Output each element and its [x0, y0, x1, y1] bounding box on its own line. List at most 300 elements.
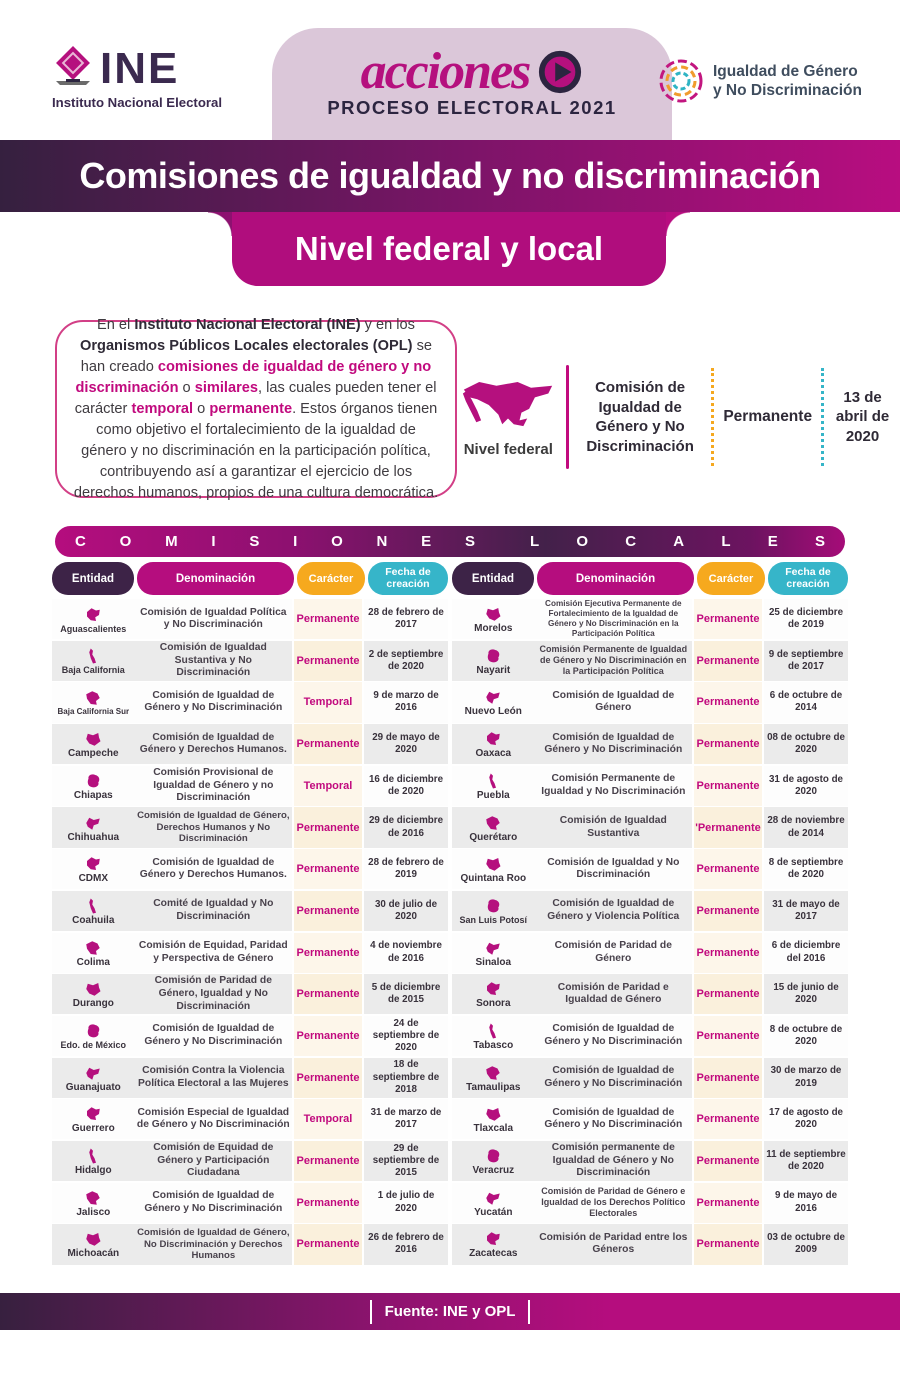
denomination-text: Comisión de Igualdad de Género y No Discriminación: [144, 1023, 283, 1047]
creation-date: 31 de marzo de 2017: [364, 1099, 448, 1139]
entity-cell: [52, 682, 135, 722]
section-title-letter: M: [165, 533, 178, 550]
state-icon-sonora: [483, 980, 503, 998]
creation-date: 17 de agosto de 2020: [764, 1099, 848, 1139]
entity-cell: [52, 974, 135, 1014]
federal-denomination: Comisión de Igualdad de Género y No Discriminación: [586, 379, 694, 455]
creation-date: 16 de diciembre de 2020: [364, 766, 448, 806]
section-title-letter: I: [211, 533, 216, 550]
state-icon-san-luis-potosi: [483, 897, 503, 915]
table-row: [52, 933, 448, 973]
table-row: [452, 1224, 848, 1264]
entity-cell: [52, 1141, 135, 1181]
table-row: [452, 766, 848, 806]
intro-segment: temporal: [131, 400, 194, 417]
entity-cell: [452, 682, 535, 722]
state-icon-sinaloa: [483, 939, 503, 957]
entity-label: Tamaulipas: [466, 1081, 521, 1093]
creation-date: 24 de septiembre de 2020: [364, 1016, 448, 1056]
entity-cell: [452, 1224, 535, 1264]
state-icon-cdmx: [83, 855, 103, 873]
state-icon-tamaulipas: [483, 1064, 503, 1082]
character-badge: Temporal: [294, 682, 362, 722]
table-row: [52, 766, 448, 806]
section-title-bar: [55, 526, 845, 557]
section-title-letter: S: [464, 533, 475, 550]
entity-label: Sinaloa: [475, 956, 512, 968]
entity-label: Veracruz: [472, 1165, 515, 1177]
section-title-letter: A: [673, 533, 685, 550]
character-badge: Permanente: [694, 724, 762, 764]
denomination-text: Comisión de Igualdad Política y No Discriminación: [140, 606, 287, 631]
denomination-text: Comisión de Paridad de Género: [554, 940, 672, 964]
entity-cell: [452, 724, 535, 764]
table-row: [52, 1141, 448, 1181]
section-title-letter: C: [625, 533, 637, 550]
state-icon-campeche: [83, 730, 103, 748]
denomination-text: Comisión de Igualdad de Género y No Discriminación: [544, 1065, 683, 1089]
table-row: [452, 599, 848, 639]
intro-segment: se han creado: [80, 337, 432, 375]
denomination-text: Comisión de Igualdad de Género y No Discriminación: [144, 689, 283, 714]
section-title-letter: S: [249, 533, 260, 550]
denomination-text: Comité de Igualdad y No Discriminación: [153, 898, 274, 922]
character-badge: Permanente: [294, 1183, 362, 1223]
creation-date: 30 de marzo de 2019: [764, 1058, 848, 1098]
denomination-text: Comisión Ejecutiva Permanente de Fortalecimiento de la Igualdad de Género y No Discriminación en la Participación Política: [545, 599, 682, 639]
ine-diamond-icon: [52, 46, 94, 92]
entity-label: Chihuahua: [67, 831, 120, 843]
entity-label: Zacatecas: [469, 1248, 518, 1260]
entity-label: Campeche: [68, 748, 119, 760]
denomination-text: Comisión de Igualdad Sustantiva y No Discriminación: [159, 641, 267, 679]
denomination-text: Comisión Provisional de Igualdad de Género y no Discriminación: [153, 767, 274, 804]
entity-label: Guanajuato: [65, 1081, 121, 1093]
denomination-text: Comisión de Igualdad de Género y No Discriminación: [144, 1190, 283, 1214]
header-fecha-creacion: Fecha de creación: [768, 562, 848, 595]
creation-date: 30 de julio de 2020: [364, 891, 448, 931]
federal-date: 13 de abril de 2020: [835, 388, 890, 445]
subtitle-tab: [232, 212, 666, 286]
table-row: [52, 849, 448, 889]
creation-date: 9 de mayo de 2016: [764, 1183, 848, 1223]
intro-segment: o: [178, 379, 195, 396]
section-title-letter: S: [814, 533, 825, 550]
federal-entity: [460, 376, 557, 458]
entity-cell: [52, 599, 135, 639]
intro-segment: . Estos órganos tienen como objetivo el fortalecimiento de la igualdad de género y no discriminación en la participación política, contribuyendo así a garantizar el ejercicio de los derechos humanos, propios de una cultura democrática.: [73, 400, 439, 501]
header-entidad: Entidad: [52, 562, 134, 595]
denomination-text: Comisión Especial de Igualdad de Género y No Discriminación: [136, 1106, 290, 1131]
creation-date: 28 de febrero de 2017: [364, 599, 448, 639]
character-badge: Temporal: [294, 1099, 362, 1139]
denomination-text: Comisión de Paridad e Igualdad de Género: [557, 981, 669, 1006]
character-badge: Permanente: [694, 682, 762, 722]
entity-label: Durango: [72, 998, 114, 1010]
table-row: [52, 807, 448, 847]
intro-segment: y en los: [360, 316, 415, 333]
creation-date: 9 de septiembre de 2017: [764, 641, 848, 681]
intro-text: [73, 315, 439, 504]
table-row: [52, 1058, 448, 1098]
acciones-subtitle: PROCESO ELECTORAL 2021: [327, 97, 617, 119]
character-badge: Permanente: [294, 933, 362, 973]
entity-label: Quintana Roo: [460, 873, 527, 885]
divider-yellow-dotted: [711, 368, 714, 466]
state-icon-durango: [83, 980, 103, 998]
denomination-text: Comisión de Igualdad de Género y No Discriminación: [544, 731, 683, 756]
section-title-letter: O: [331, 533, 343, 550]
table-column-right: [452, 599, 848, 1266]
entity-label: Baja California: [61, 665, 125, 676]
state-icon-colima: [83, 939, 103, 957]
entity-cell: [52, 1016, 135, 1056]
header-fecha-creacion: Fecha de creación: [368, 562, 448, 595]
state-icon-baja-california-sur: [83, 689, 103, 707]
character-badge: Permanente: [694, 849, 762, 889]
denomination-text: Comisión Contra la Violencia Política Electoral a las Mujeres: [138, 1065, 289, 1089]
creation-date: 08 de octubre de 2020: [764, 724, 848, 764]
table-row: [452, 974, 848, 1014]
creation-date: 15 de junio de 2020: [764, 974, 848, 1014]
section-title-letter: E: [767, 533, 778, 550]
character-badge: Permanente: [294, 641, 362, 681]
character-badge: Permanente: [694, 766, 762, 806]
entity-cell: [452, 1058, 535, 1098]
federal-label: Nivel federal: [463, 441, 553, 458]
character-badge: Permanente: [294, 599, 362, 639]
state-icon-nayarit: [483, 647, 503, 665]
state-icon-hidalgo: [83, 1147, 103, 1165]
creation-date: 03 de octubre de 2009: [764, 1224, 848, 1264]
entity-cell: [452, 807, 535, 847]
creation-date: 31 de mayo de 2017: [764, 891, 848, 931]
table-row: [52, 1016, 448, 1056]
creation-date: 25 de diciembre de 2019: [764, 599, 848, 639]
denomination-text: Comisión de Paridad de Género e Igualdad de los Derechos Político Electorales: [541, 1186, 686, 1219]
section-title-letter: C: [75, 533, 86, 550]
section-title-letter: N: [376, 533, 388, 550]
character-badge: Permanente: [694, 1058, 762, 1098]
header-entidad: Entidad: [452, 562, 534, 595]
column-headers: [52, 562, 848, 595]
entity-cell: [52, 1224, 135, 1264]
entity-cell: [452, 599, 535, 639]
intro-segment: Instituto Nacional Electoral (INE): [134, 316, 361, 333]
entity-cell: [52, 1099, 135, 1139]
character-badge: Permanente: [294, 974, 362, 1014]
source-label: Fuente: INE y OPL: [370, 1300, 531, 1324]
denomination-text: Comisión de Igualdad de Género y No Discriminación: [544, 1106, 683, 1131]
header-caracter: Carácter: [697, 562, 765, 595]
intro-segment: En el: [97, 316, 135, 333]
creation-date: 4 de noviembre de 2016: [364, 933, 448, 973]
denomination-text: Comisión de Igualdad y No Discriminación: [547, 856, 680, 881]
entity-label: Nuevo León: [464, 706, 522, 718]
character-badge: Permanente: [294, 891, 362, 931]
header-caracter: Carácter: [297, 562, 365, 595]
intro-segment: comisiones de igualdad de género y no discriminación: [75, 358, 432, 396]
character-badge: Permanente: [694, 1099, 762, 1139]
state-icon-tabasco: [483, 1022, 503, 1040]
section-title-word-2: [530, 533, 825, 550]
federal-character: Permanente: [723, 408, 813, 425]
entity-cell: [52, 849, 135, 889]
denomination-text: Comisión Permanente de Igualdad de Género y No Discriminación en la Participación Política: [539, 644, 688, 677]
section-title-letter: L: [721, 533, 731, 550]
entity-label: Baja California Sur: [57, 707, 130, 717]
state-icon-zacatecas: [483, 1230, 503, 1248]
denomination-text: Comisión permanente de Igualdad de Género y No Discriminación: [551, 1142, 675, 1179]
gender-logo-text: [713, 62, 862, 101]
creation-date: 29 de mayo de 2020: [364, 724, 448, 764]
entity-cell: [52, 1183, 135, 1223]
header-denominacion: Denominación: [137, 562, 294, 595]
section-title-letter: O: [576, 533, 589, 550]
entity-label: Guerrero: [71, 1123, 115, 1135]
table-row: [452, 1141, 848, 1181]
entity-cell: [52, 933, 135, 973]
entity-cell: [52, 807, 135, 847]
entity-cell: [452, 933, 535, 973]
entity-label: Tabasco: [473, 1039, 514, 1051]
intro-segment: Organismos Públicos Locales electorales (OPL): [80, 337, 413, 354]
state-icon-edo-de-mexico: [83, 1022, 103, 1040]
creation-date: 29 de diciembre de 2016: [364, 807, 448, 847]
entity-cell: [452, 766, 535, 806]
creation-date: 2 de septiembre de 2020: [364, 641, 448, 681]
table-row: [52, 1099, 448, 1139]
state-icon-morelos: [483, 605, 503, 623]
ine-name: Instituto Nacional Electoral: [52, 95, 223, 110]
section-title-letter: I: [293, 533, 298, 550]
entity-label: Chiapas: [73, 789, 113, 801]
denomination-text: Comisión de Igualdad de Género y Derechos Humanos.: [139, 731, 287, 756]
entity-label: Yucatán: [474, 1206, 513, 1218]
table-row: [52, 724, 448, 764]
denomination-text: Comisión de Igualdad de Género y No Discriminación: [544, 1023, 683, 1047]
table-row: [52, 599, 448, 639]
creation-date: 8 de octubre de 2020: [764, 1016, 848, 1056]
denomination-text: Comisión de Igualdad de Género y Violencia Política: [547, 898, 680, 922]
character-badge: Permanente: [694, 1141, 762, 1181]
table-row: [52, 1183, 448, 1223]
table-row: [52, 682, 448, 722]
state-icon-yucatan: [483, 1189, 503, 1207]
state-icon-oaxaca: [483, 730, 503, 748]
creation-date: 28 de febrero de 2019: [364, 849, 448, 889]
denomination-text: Comisión de Igualdad de Género, No Discriminación y Derechos Humanos: [137, 1226, 290, 1262]
entity-cell: [52, 1058, 135, 1098]
creation-date: 8 de septiembre de 2020: [764, 849, 848, 889]
denomination-text: Comisión de Paridad entre los Géneros: [539, 1231, 688, 1256]
table-row: [452, 682, 848, 722]
creation-date: 1 de julio de 2020: [364, 1183, 448, 1223]
creation-date: 5 de diciembre de 2015: [364, 974, 448, 1014]
denomination-text: Comisión de Igualdad de Género: [552, 689, 675, 714]
table-row: [452, 1058, 848, 1098]
entity-label: Morelos: [474, 623, 513, 635]
table-row: [452, 641, 848, 681]
header: [0, 0, 900, 140]
entity-cell: [52, 891, 135, 931]
state-icon-baja-california: [83, 647, 103, 665]
denomination-text: Comisión de Igualdad de Género y Derechos Humanos.: [139, 856, 287, 881]
gender-equality-logo: [658, 58, 862, 104]
entity-label: Sonora: [476, 998, 511, 1010]
creation-date: 11 de septiembre de 2020: [764, 1141, 848, 1181]
entity-label: Hidalgo: [74, 1165, 112, 1177]
character-badge: Permanente: [294, 1058, 362, 1098]
denomination-text: Comisión de Equidad, Paridad y Perspectiva de Género: [138, 940, 288, 964]
entity-label: Nayarit: [476, 664, 511, 676]
table-row: [452, 891, 848, 931]
table-row: [452, 807, 848, 847]
column-headers-left: [52, 562, 448, 595]
federal-section: [460, 348, 892, 486]
entity-cell: [452, 974, 535, 1014]
section-title-letter: O: [119, 533, 132, 550]
page-title: Comisiones de igualdad y no discriminación: [79, 155, 821, 196]
gender-logo-line2: y No Discriminación: [712, 82, 862, 99]
character-badge: Permanente: [694, 641, 762, 681]
state-icon-jalisco: [83, 1189, 103, 1207]
character-badge: Permanente: [294, 1224, 362, 1264]
denomination-text: Comisión de Igualdad Sustantiva: [559, 814, 667, 839]
state-icon-veracruz: [483, 1147, 503, 1165]
entity-label: Coahuila: [72, 914, 115, 926]
table-row: [452, 1099, 848, 1139]
creation-date: 9 de marzo de 2016: [364, 682, 448, 722]
creation-date: 6 de diciembre del 2016: [764, 933, 848, 973]
entity-label: Querétaro: [469, 831, 518, 843]
character-badge: Permanente: [294, 807, 362, 847]
column-headers-right: [452, 562, 848, 595]
section-title-letter: L: [530, 533, 540, 550]
denomination-text: Comisión de Paridad de Género, Igualdad y No Discriminación: [154, 975, 272, 1012]
commissions-table: [52, 599, 848, 1266]
state-icon-michoacan: [83, 1230, 103, 1248]
state-icon-puebla: [483, 772, 503, 790]
concentric-circles-icon: [658, 58, 704, 104]
character-badge: Permanente: [694, 1183, 762, 1223]
entity-cell: [452, 1016, 535, 1056]
entity-cell: [452, 1141, 535, 1181]
table-row: [52, 1224, 448, 1264]
table-row: [452, 1183, 848, 1223]
ine-wordmark: INE: [100, 44, 180, 93]
creation-date: 26 de febrero de 2016: [364, 1224, 448, 1264]
table-row: [52, 641, 448, 681]
footer-bar: [0, 1293, 900, 1330]
character-badge: Permanente: [694, 1224, 762, 1264]
character-badge: Permanente: [694, 933, 762, 973]
entity-label: CDMX: [78, 873, 109, 885]
table-row: [452, 849, 848, 889]
state-icon-aguascalientes: [83, 606, 103, 624]
character-badge: Permanente: [294, 849, 362, 889]
state-icon-chihuahua: [83, 814, 103, 832]
section-title-letter: E: [421, 533, 432, 550]
entity-cell: [452, 641, 535, 681]
acciones-wordmark: acciones: [360, 42, 530, 100]
table-row: [452, 933, 848, 973]
creation-date: 6 de octubre de 2014: [764, 682, 848, 722]
state-icon-guanajuato: [83, 1064, 103, 1082]
entity-cell: [452, 891, 535, 931]
character-badge: Permanente: [294, 1016, 362, 1056]
entity-label: Michoacán: [67, 1248, 120, 1260]
character-badge: Permanente: [294, 724, 362, 764]
character-badge: Permanente: [694, 1016, 762, 1056]
subtitle-text: Nivel federal y local: [294, 230, 604, 267]
creation-date: 28 de noviembre de 2014: [764, 807, 848, 847]
header-denominacion: Denominación: [537, 562, 694, 595]
intro-segment: , las cuales pueden tener el carácter: [74, 379, 437, 417]
mexico-map-icon: [460, 376, 556, 434]
table-row: [452, 1016, 848, 1056]
entity-cell: [52, 766, 135, 806]
gender-logo-line1: Igualdad de Género: [712, 62, 858, 80]
entity-cell: [452, 1099, 535, 1139]
entity-cell: [452, 1183, 535, 1223]
creation-date: 31 de agosto de 2020: [764, 766, 848, 806]
denomination-text: Comisión Permanente de Igualdad y No Discriminación: [541, 773, 686, 797]
entity-label: Aguascalientes: [60, 623, 127, 634]
table-row: [452, 724, 848, 764]
entity-cell: [452, 849, 535, 889]
state-icon-tlaxcala: [483, 1105, 503, 1123]
character-badge: Permanente: [294, 1141, 362, 1181]
state-icon-nuevo-leon: [483, 688, 503, 706]
character-badge: Temporal: [294, 766, 362, 806]
play-icon: [537, 49, 583, 95]
acciones-banner: [272, 28, 672, 140]
divider-magenta: [566, 365, 569, 469]
entity-label: Oaxaca: [475, 748, 512, 760]
character-badge: Permanente: [694, 974, 762, 1014]
creation-date: 29 de septiembre de 2015: [364, 1141, 448, 1181]
state-icon-quintana-roo: [483, 855, 503, 873]
table-column-left: [52, 599, 448, 1266]
entity-cell: [52, 724, 135, 764]
entity-label: San Luis Potosí: [459, 915, 528, 926]
denomination-text: Comisión de Igualdad de Género, Derechos Humanos y No Discriminación: [137, 809, 290, 845]
intro-segment: similares: [194, 379, 259, 396]
entity-label: Edo. de México: [60, 1040, 127, 1051]
entity-cell: [52, 641, 135, 681]
title-banner: [0, 140, 900, 212]
intro-card: [55, 316, 457, 501]
divider-cyan-dotted: [821, 368, 824, 466]
section-title-word-1: [75, 533, 475, 550]
denomination-text: Comisión de Equidad de Género y Participación Ciudadana: [153, 1142, 274, 1179]
table-row: [52, 891, 448, 931]
table-row: [52, 974, 448, 1014]
state-icon-queretaro: [483, 814, 503, 832]
state-icon-chiapas: [83, 772, 103, 790]
creation-date: 18 de septiembre de 2018: [364, 1058, 448, 1098]
intro-segment: permanente: [209, 400, 293, 417]
character-badge: Permanente: [694, 599, 762, 639]
entity-label: Colima: [76, 956, 110, 968]
entity-label: Puebla: [476, 789, 510, 801]
character-badge: Permanente: [694, 891, 762, 931]
state-icon-coahuila: [83, 897, 103, 915]
ine-logo: [52, 46, 242, 110]
state-icon-guerrero: [83, 1105, 103, 1123]
intro-segment: o: [193, 400, 210, 417]
